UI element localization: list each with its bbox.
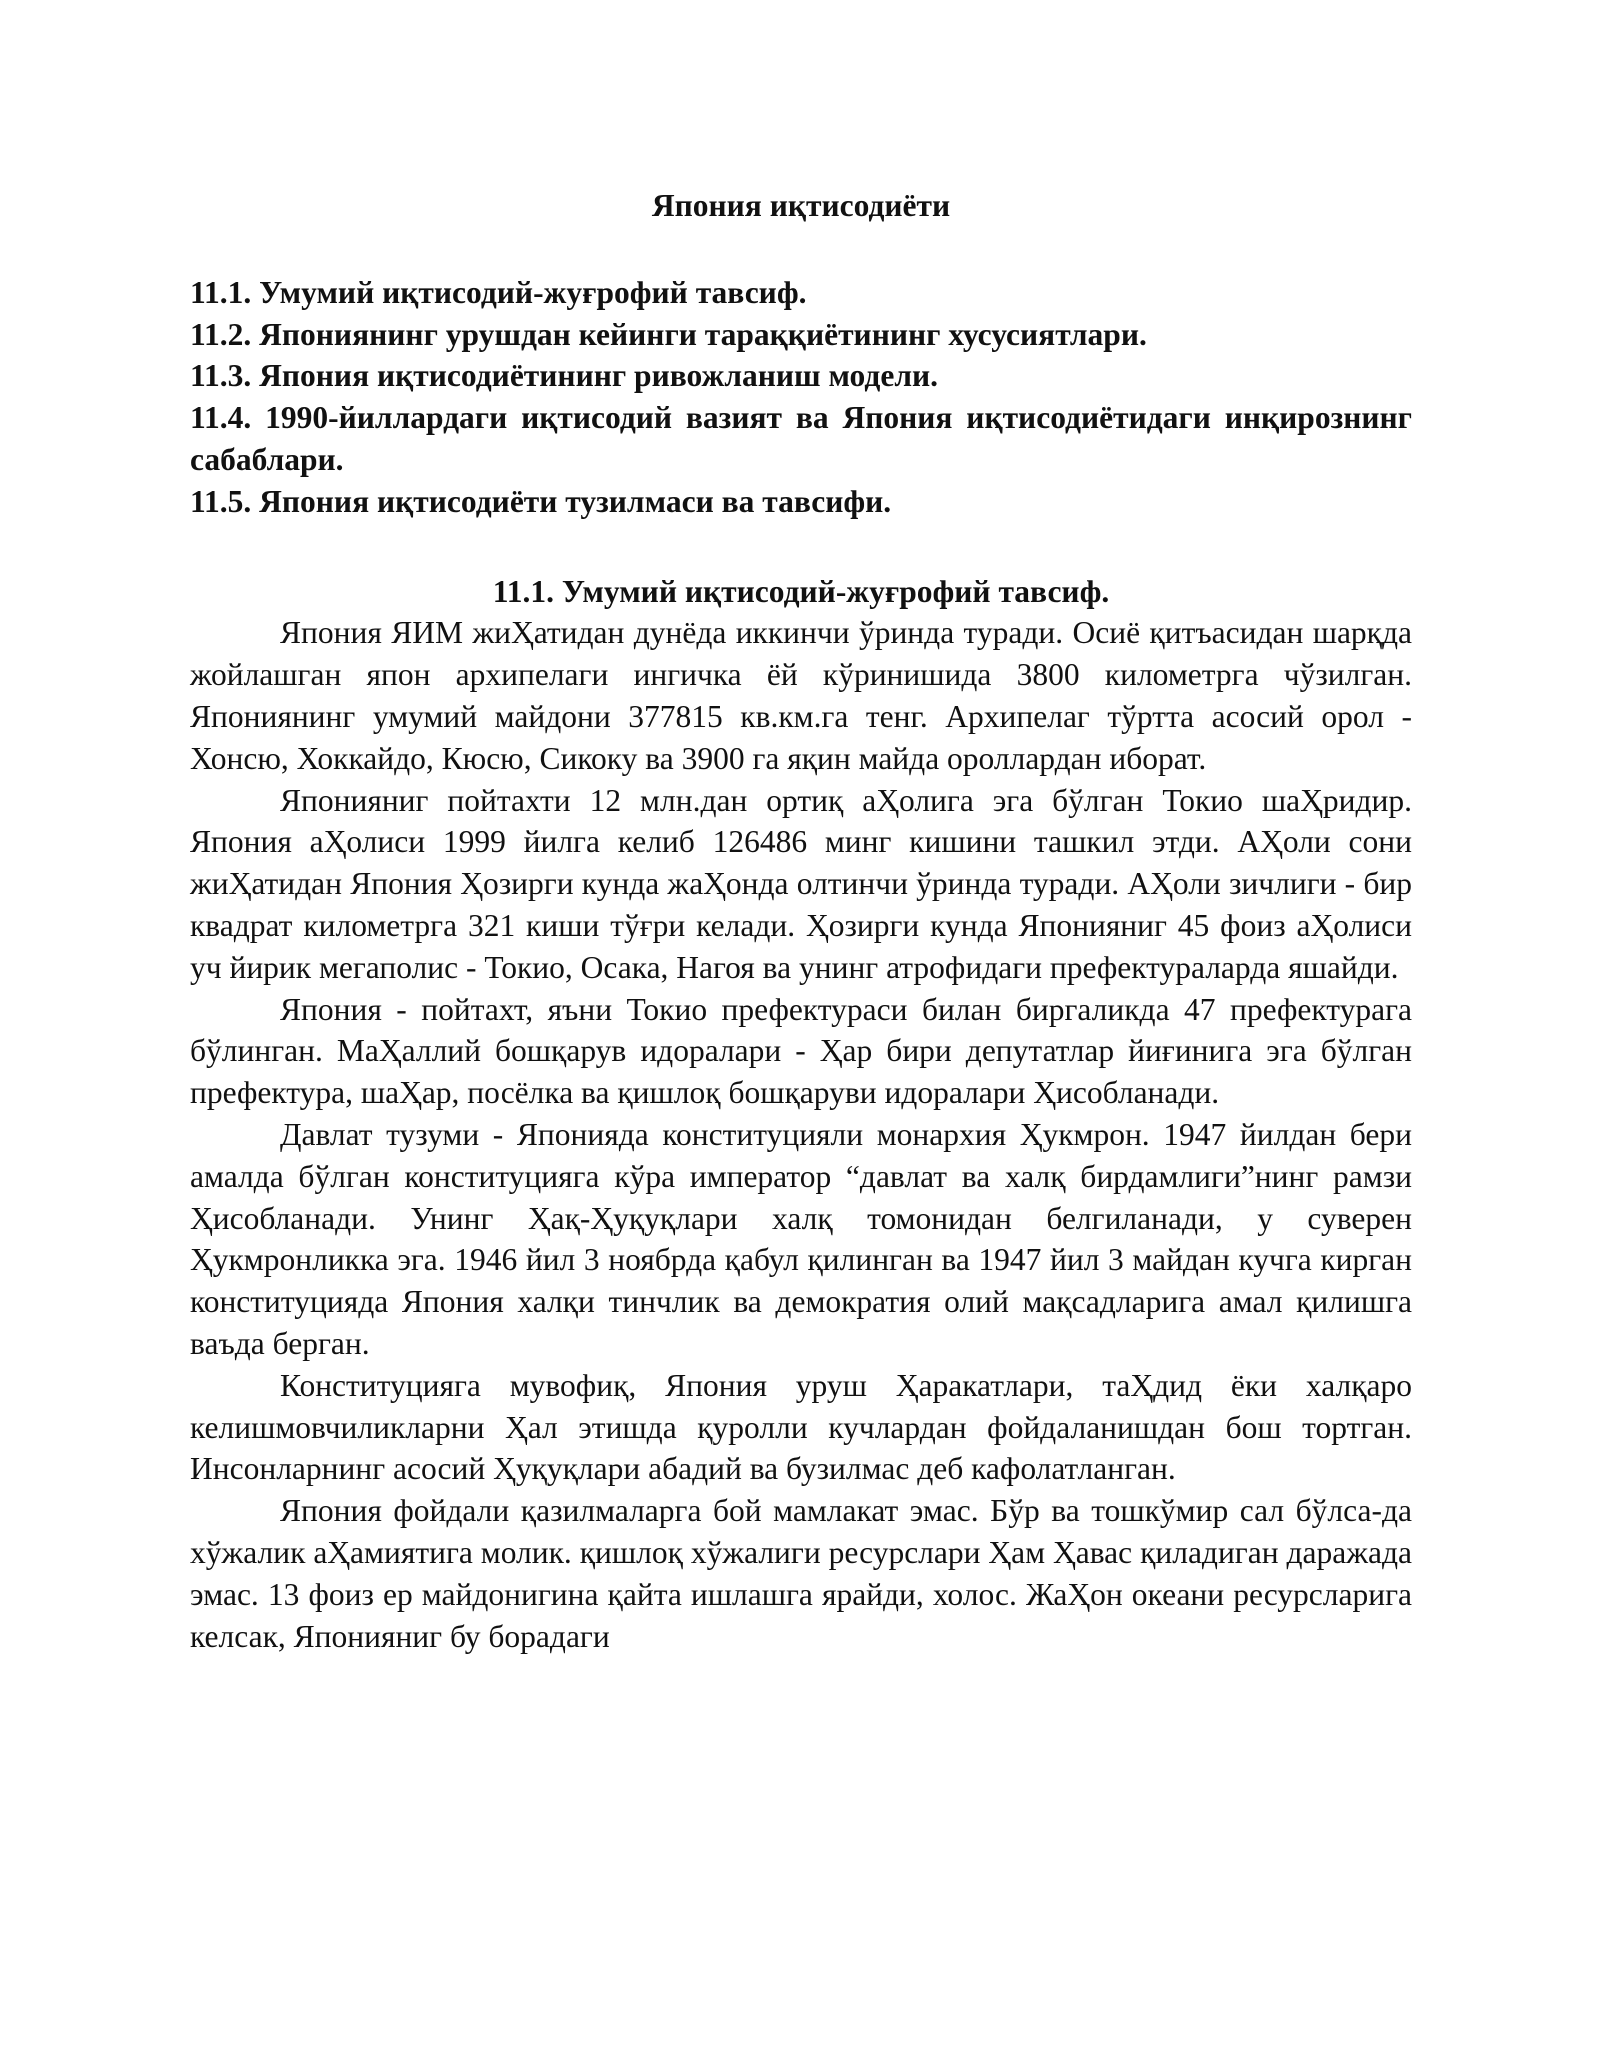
toc-item-2: 11.2. Япониянинг урушдан кейинги тараққиётининг хусусиятлари. bbox=[190, 316, 1147, 352]
paragraph-1: Япония ЯИМ жиҲатидан дунёда иккинчи ўринда туради. Осиё қитъасидан шарқда жойлашган япон архипелаги ингичка ёй кўринишида 3800 километрга чўзилган. Япониянинг умумий майдони 377815 кв.км.га тенг. Архипелаг тўртта асосий орол - Хонсю, Хоккайдо, Кюсю, Сикоку ва 3900 га яқин майда ороллардан иборат. bbox=[190, 615, 1412, 776]
toc-item-4: 11.4. 1990-йиллардаги иқтисодий вазият ва Япония иқтисодиётидаги инқирознинг сабаблари. bbox=[190, 400, 1412, 477]
paragraph-2: Японияниг пойтахти 12 млн.дан ортиқ аҲолига эга бўлган Токио шаҲридир. Япония аҲолиси 1999 йилга келиб 126486 минг кишини ташкил этди. АҲоли сони жиҲатидан Япония Ҳозирги кунда жаҲонда олтинчи ўринда туради. АҲоли зичлиги - бир квадрат километрга 321 киши тўғри келади. Ҳозирги кунда Японияниг 45 фоиз аҲолиси уч йирик мегаполис - Токио, Осака, Нагоя ва унинг атрофидаги префектураларда яшайди. bbox=[190, 782, 1412, 985]
toc-item-1: 11.1. Умумий иқтисодий-жуғрофий тавсиф. bbox=[190, 274, 807, 310]
document-title: Япония иқтисодиёти bbox=[651, 188, 951, 223]
document-page bbox=[190, 185, 1412, 1657]
paragraph-5: Конституцияга мувофиқ, Япония уруш Ҳаракатлари, таҲдид ёки халқаро келишмовчиликларни Ҳал этишда қуролли кучлардан фойдаланишдан бош тортган. Инсонларнинг асосий Ҳуқуқлари абадий ва бузилмас деб кафолатланган. bbox=[190, 1367, 1412, 1487]
paragraph-4: Давлат тузуми - Японияда конституцияли монархия Ҳукмрон. 1947 йилдан бери амалда бўлган конституцияга кўра император “давлат ва халқ бирдамлиги”нинг рамзи Ҳисобланади. Унинг Ҳақ-Ҳуқуқлари халқ томонидан белгиланади, у суверен Ҳукмронликка эга. 1946 йил 3 ноябрда қабул қилинган ва 1947 йил 3 майдан кучга кирган конституцияда Япония халқи тинчлик ва демократия олий мақсадларига амал қилишга ваъда берган. bbox=[190, 1116, 1412, 1361]
toc-item-5: 11.5. Япония иқтисодиёти тузилмаси ва тавсифи. bbox=[190, 483, 892, 519]
toc-item-3: 11.3. Япония иқтисодиётининг ривожланиш модели. bbox=[190, 358, 939, 394]
paragraph-3: Япония - пойтахт, яъни Токио префектураси билан биргаликда 47 префектурага бўлинган. МаҲаллий бошқарув идоралари - Ҳар бири депутатлар йиғинига эга бўлган префектура, шаҲар, посёлка ва қишлоқ бошқаруви идоралари Ҳисобланади. bbox=[190, 991, 1412, 1111]
paragraph-6: Япония фойдали қазилмаларга бой мамлакат эмас. Бўр ва тошкўмир сал бўлса-да хўжалик аҲамиятига молик. қишлоқ хўжалиги ресурслари Ҳам Ҳавас қиладиган даражада эмас. 13 фоиз ер майдонигина қайта ишлашга ярайди, холос. ЖаҲон океани ресурсларига келсак, Японияниг бу борадаги bbox=[190, 1493, 1412, 1654]
section-heading: 11.1. Умумий иқтисодий-жуғрофий тавсиф. bbox=[492, 573, 1110, 609]
table-of-contents bbox=[190, 272, 1412, 523]
